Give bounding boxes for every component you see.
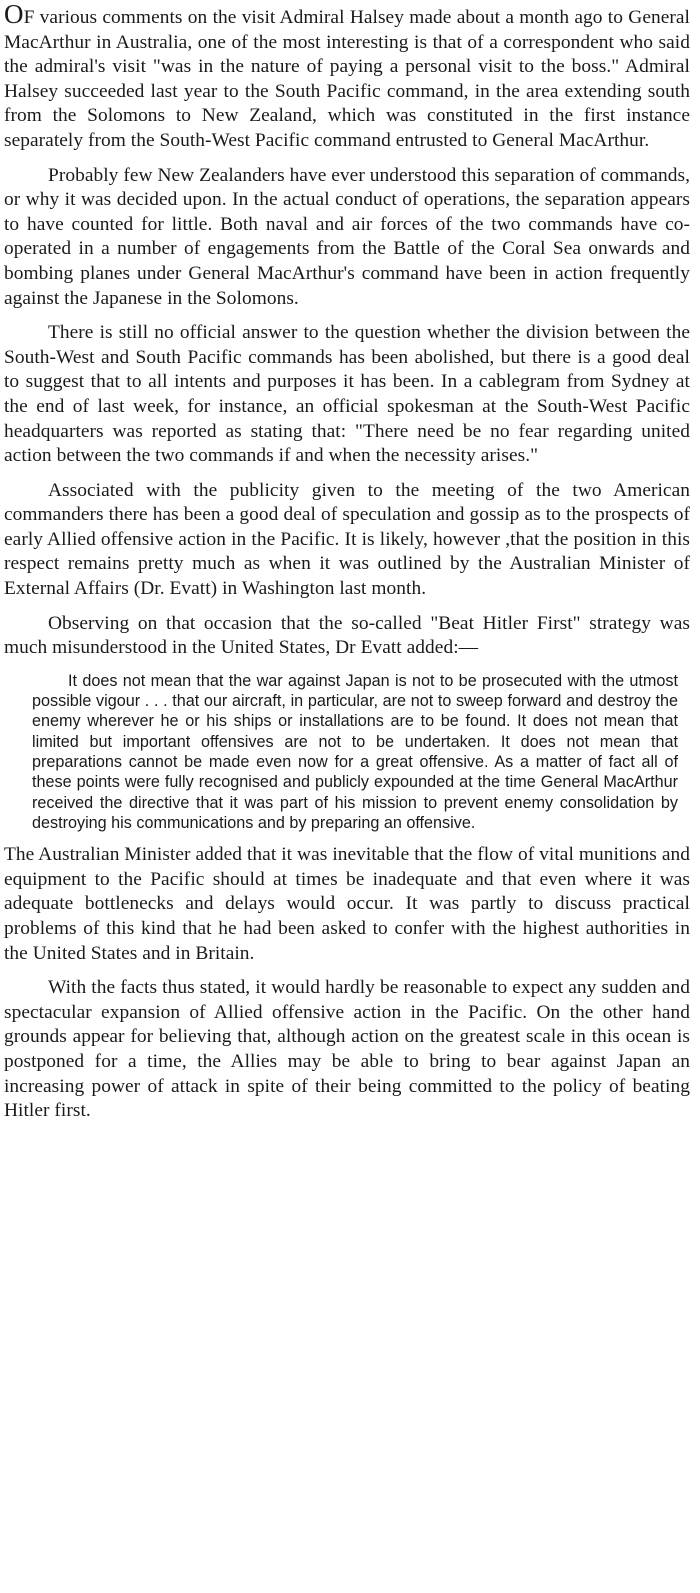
drop-cap: O bbox=[4, 0, 24, 29]
paragraph-1 bbox=[4, 0, 690, 154]
paragraph-7: With the facts thus stated, it would hardly be reasonable to expect any sudden and spectacular expansion of Allied offensive action in the Pacific. On the other hand grounds appear for believing that, although action on the greatest scale in this ocean is postponed for a time, the Allies may be able to bring to bear against Japan an increasing power of attack in spite of their being committed to the policy of beating Hitler first. bbox=[4, 977, 690, 1122]
paragraph-3: There is still no official answer to the question whether the division between the South-West and South Pacific commands has been abolished, but there is a good deal to suggest that to all intents and purposes it has been. In a cablegram from Sydney at the end of last week, for instance, an official spokesman at the South-West Pacific headquarters was reported as stating that: "There need be no fear regarding united action between the two commands if and when the necessity arises." bbox=[4, 322, 690, 467]
paragraph-1-text: F various comments on the visit Admiral Halsey made about a month ago to General MacArthur in Australia, one of the most interesting is that of a correspondent who said the admiral's visit "was in the nature of paying a personal visit to the boss." Admiral Halsey succeeded last year to the South Pacific command, in the area extending south from the Solomons to New Zealand, which was constituted in the first instance separately from the South-West Pacific command entrusted to General MacArthur. bbox=[4, 7, 690, 151]
paragraph-2: Probably few New Zealanders have ever understood this separation of commands, or why it was decided upon. In the actual conduct of operations, the separation appears to have counted for little. Both naval and air forces of the two commands have co-operated in a number of engagements from the Battle of the Coral Sea onwards and bombing planes under General MacArthur's command have been in action frequently against the Japanese in the Solomons. bbox=[4, 164, 690, 309]
block-quote: It does not mean that the war against Japan is not to be prosecuted with the utmost possible vigour . . . that our aircraft, in particular, are not to sweep forward and destroy the enemy wherever he or his ships or installations are to be found. It does not mean that limited but important offensives are not to be undertaken. It does not mean that preparations cannot be made even now for a great offensive. As a matter of fact all of these points were fully recognised and publicly expounded at the time General MacArthur received the directive that it was part of his mission to prevent enemy consolidation by destroying his communications and by preparing an offensive. bbox=[32, 671, 678, 832]
paragraph-5: Observing on that occasion that the so-called "Beat Hitler First" strategy was much misunderstood in the United States, Dr Evatt added:— bbox=[4, 612, 690, 659]
paragraph-4: Associated with the publicity given to the meeting of the two American commanders there has been a good deal of speculation and gossip as to the prospects of early Allied offensive action in the Pacific. It is likely, however ,that the position in this respect remains pretty much as when it was outlined by the Australian Minister of External Affairs (Dr. Evatt) in Washington last month. bbox=[4, 479, 690, 600]
paragraph-6: The Australian Minister added that it was inevitable that the flow of vital munitions and equipment to the Pacific should at times be inadequate and that even where it was adequate bottlenecks and delays would occur. It was partly to discuss practical problems of this kind that he had been asked to confer with the highest authorities in the United States and in Britain. bbox=[4, 844, 690, 964]
